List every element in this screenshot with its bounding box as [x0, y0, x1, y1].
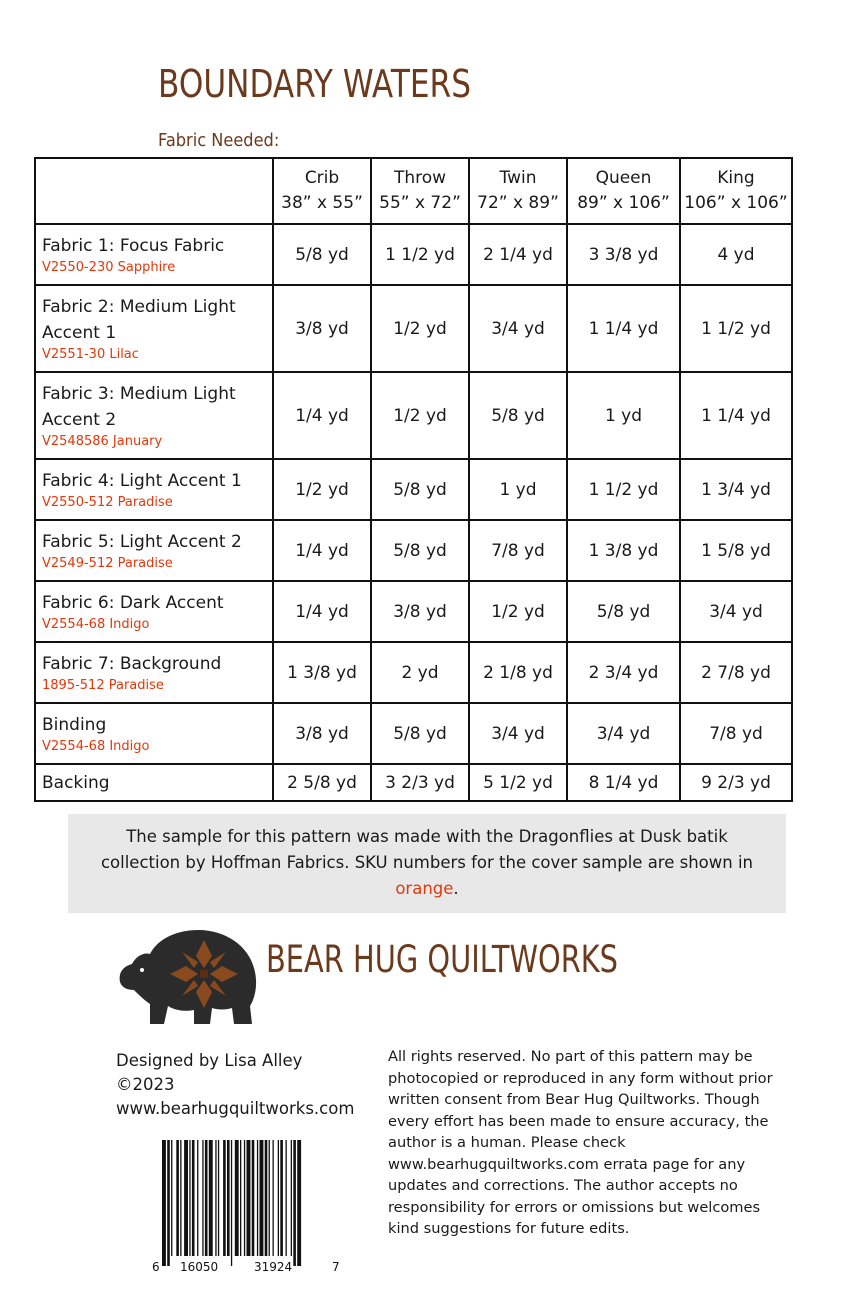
yardage-crib: 1/4 yd [273, 372, 371, 459]
pattern-title: BOUNDARY WATERS [158, 62, 471, 106]
barcode-digit-1: 6 [152, 1260, 160, 1274]
yardage-twin: 7/8 yd [469, 520, 567, 581]
table-row [35, 459, 792, 520]
yardage-queen: 1 1/2 yd [567, 459, 680, 520]
fabric-sku: V2550-230 Sapphire [42, 259, 176, 275]
yardage-twin: 1 yd [469, 459, 567, 520]
table-header-row [35, 158, 792, 224]
yardage-throw: 1/2 yd [371, 372, 469, 459]
header-blank [35, 158, 273, 224]
yardage-crib: 5/8 yd [273, 224, 371, 285]
yardage-throw: 1 1/2 yd [371, 224, 469, 285]
barcode-bar [291, 1140, 292, 1256]
yardage-king: 1 5/8 yd [680, 520, 792, 581]
fabric-requirements-table [34, 157, 793, 802]
yardage-queen: 1 1/4 yd [567, 285, 680, 372]
fabric-name-cell [35, 581, 273, 642]
barcode-bar [171, 1140, 172, 1256]
header-throw: Throw 55” x 72” [371, 158, 469, 224]
barcode-bar [293, 1140, 296, 1266]
yardage-crib: 1/4 yd [273, 581, 371, 642]
fabric-name: Fabric 3: Medium Light [42, 383, 236, 404]
yardage-crib: 1/2 yd [273, 459, 371, 520]
bear-icon [114, 922, 264, 1032]
barcode-bar [176, 1140, 179, 1256]
table-row [35, 520, 792, 581]
barcode-bar [273, 1140, 274, 1256]
yardage-crib: 1 3/8 yd [273, 642, 371, 703]
designer-name: Designed by Lisa Alley [116, 1051, 303, 1070]
yardage-queen: 3/4 yd [567, 703, 680, 764]
yardage-crib: 3/8 yd [273, 703, 371, 764]
orange-highlight: orange [395, 879, 454, 898]
website: www.bearhugquiltworks.com [116, 1099, 355, 1118]
yardage-throw: 5/8 yd [371, 520, 469, 581]
yardage-twin: 5 1/2 yd [469, 764, 567, 801]
barcode-bar [205, 1140, 208, 1256]
fabric-name-line2: Accent 2 [42, 409, 117, 430]
barcode [150, 1140, 350, 1276]
yardage-twin: 3/4 yd [469, 285, 567, 372]
barcode-bar [192, 1140, 195, 1256]
barcode-bar [244, 1140, 245, 1256]
fabric-name: Fabric 6: Dark Accent [42, 592, 224, 613]
barcode-bar [180, 1140, 181, 1256]
table-row [35, 372, 792, 459]
table-row [35, 642, 792, 703]
yardage-throw: 1/2 yd [371, 285, 469, 372]
yardage-twin: 2 1/4 yd [469, 224, 567, 285]
fabric-name: Fabric 2: Medium Light [42, 296, 236, 317]
copyright: ©2023 [116, 1075, 175, 1094]
barcode-bar [218, 1140, 219, 1256]
table-row [35, 581, 792, 642]
fabric-sku: V2551-30 Lilac [42, 346, 139, 362]
fabric-name: Backing [42, 772, 110, 793]
barcode-bar [240, 1140, 241, 1256]
barcode-bar [269, 1140, 270, 1256]
fabric-name-cell [35, 459, 273, 520]
header-queen: Queen 89” x 106” [567, 158, 680, 224]
yardage-throw: 2 yd [371, 642, 469, 703]
barcode-bar [286, 1140, 287, 1256]
yardage-queen: 8 1/4 yd [567, 764, 680, 801]
barcode-bar [235, 1140, 239, 1256]
barcode-bar [280, 1140, 283, 1256]
barcode-digit-4: 7 [332, 1260, 340, 1274]
yardage-queen: 3 3/8 yd [567, 224, 680, 285]
yardage-king: 1 3/4 yd [680, 459, 792, 520]
yardage-king: 2 7/8 yd [680, 642, 792, 703]
yardage-crib: 3/8 yd [273, 285, 371, 372]
table-row [35, 764, 792, 801]
fabric-name: Fabric 4: Light Accent 1 [42, 470, 242, 491]
sample-note: The sample for this pattern was made with the Dragonflies at Dusk batik collection by Hoffman Fabrics. SKU numbers for the cover sample are shown in orange. [68, 814, 786, 913]
rights-notice: All rights reserved. No part of this pattern may be photocopied or reproduced in any form without prior written consent from Bear Hug Quiltworks. Though every effort has been made to ensure accuracy, the author is a human. Please check www.bearhugquiltworks.com errata page for any updates and corrections. The author accepts no responsibility for errors or omissions but welcomes kind suggestions for future edits. [388, 1048, 773, 1237]
yardage-king: 9 2/3 yd [680, 764, 792, 801]
barcode-bar [209, 1140, 213, 1256]
barcode-bar [260, 1140, 264, 1256]
yardage-twin: 2 1/8 yd [469, 642, 567, 703]
barcode-bar [257, 1140, 258, 1256]
designer-info [116, 1049, 354, 1121]
header-king: King 106” x 106” [680, 158, 792, 224]
barcode-bar [184, 1140, 188, 1256]
fabric-sku: V2548586 January [42, 433, 163, 449]
barcode-bar [167, 1140, 170, 1266]
brand-name: BEAR HUG QUILTWORKS [266, 938, 618, 981]
yardage-throw: 5/8 yd [371, 459, 469, 520]
yardage-queen: 1 3/8 yd [567, 520, 680, 581]
barcode-bar [265, 1140, 268, 1256]
fabric-name-cell [35, 372, 273, 459]
yardage-crib: 1/4 yd [273, 520, 371, 581]
barcode-bar [297, 1140, 301, 1266]
yardage-throw: 3/8 yd [371, 581, 469, 642]
barcode-digits-3: 31924 [254, 1260, 293, 1274]
barcode-digits-2: 16050 [180, 1260, 219, 1274]
table-row [35, 224, 792, 285]
barcode-bar [223, 1140, 226, 1256]
table-row [35, 285, 792, 372]
fabric-name-cell [35, 520, 273, 581]
table-row [35, 703, 792, 764]
fabric-sku: 1895-512 Paradise [42, 677, 164, 693]
fabric-name: Binding [42, 714, 107, 735]
header-twin: Twin 72” x 89” [469, 158, 567, 224]
fabric-name: Fabric 5: Light Accent 2 [42, 531, 242, 552]
barcode-bar [197, 1140, 198, 1256]
yardage-queen: 5/8 yd [567, 581, 680, 642]
fabric-name-line2: Accent 1 [42, 322, 117, 343]
yardage-queen: 2 3/4 yd [567, 642, 680, 703]
fabric-needed-label: Fabric Needed: [158, 130, 280, 151]
barcode-bar [202, 1140, 203, 1256]
fabric-sku: V2554-68 Indigo [42, 738, 150, 754]
yardage-queen: 1 yd [567, 372, 680, 459]
barcode-bar [215, 1140, 216, 1256]
yardage-twin: 1/2 yd [469, 581, 567, 642]
yardage-king: 3/4 yd [680, 581, 792, 642]
fabric-name-cell [35, 703, 273, 764]
yardage-king: 7/8 yd [680, 703, 792, 764]
yardage-king: 1 1/4 yd [680, 372, 792, 459]
fabric-name: Fabric 7: Background [42, 653, 222, 674]
fabric-sku: V2550-512 Paradise [42, 494, 173, 510]
yardage-king: 4 yd [680, 224, 792, 285]
fabric-name-cell [35, 764, 273, 801]
yardage-twin: 3/4 yd [469, 703, 567, 764]
fabric-name-cell [35, 224, 273, 285]
header-crib: Crib 38” x 55” [273, 158, 371, 224]
barcode-bar [247, 1140, 251, 1256]
barcode-bar [252, 1140, 255, 1256]
fabric-sku: V2549-512 Paradise [42, 555, 173, 571]
barcode-bar [189, 1140, 190, 1256]
fabric-name-cell [35, 285, 273, 372]
yardage-crib: 2 5/8 yd [273, 764, 371, 801]
barcode-bar [231, 1140, 232, 1266]
yardage-king: 1 1/2 yd [680, 285, 792, 372]
fabric-name-cell [35, 642, 273, 703]
barcode-bar [278, 1140, 279, 1256]
yardage-twin: 5/8 yd [469, 372, 567, 459]
fabric-sku: V2554-68 Indigo [42, 616, 150, 632]
yardage-throw: 3 2/3 yd [371, 764, 469, 801]
barcode-bar [162, 1140, 166, 1266]
barcode-bar [227, 1140, 230, 1256]
yardage-throw: 5/8 yd [371, 703, 469, 764]
fabric-name: Fabric 1: Focus Fabric [42, 235, 225, 256]
